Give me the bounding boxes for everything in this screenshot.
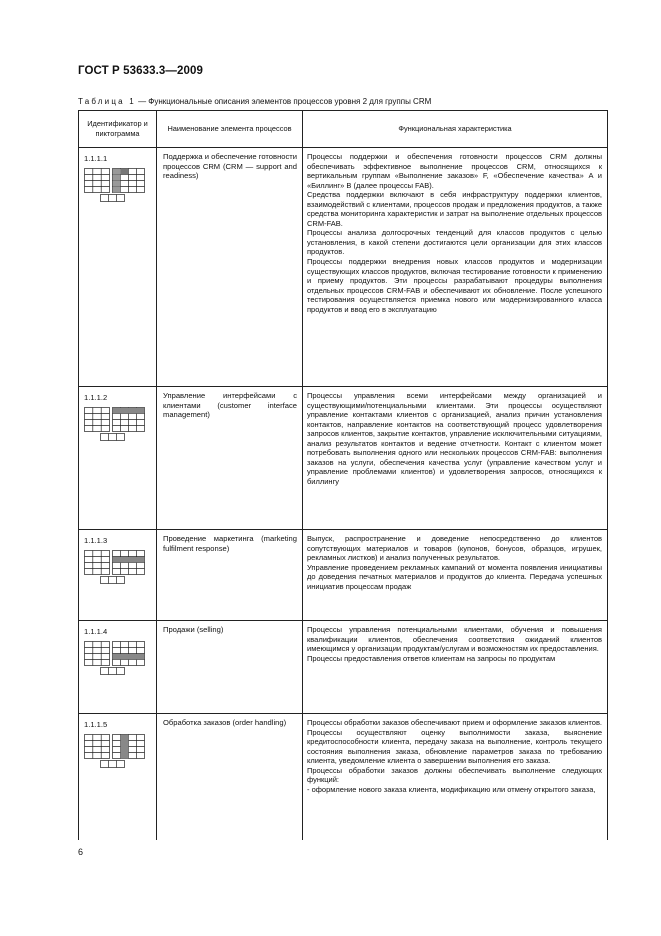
name-cell [157, 714, 303, 840]
id-cell [79, 530, 157, 621]
process-name: Поддержка и обеспечение готовности процессов CRM (CRM — support and readiness) [163, 152, 297, 181]
name-cell [157, 148, 303, 387]
table-row [79, 387, 608, 530]
process-name: Продажи (selling) [163, 625, 224, 634]
desc-paragraph: Процессы предоставления ответов клиентам на запросы по продуктам [307, 653, 556, 663]
desc-paragraph: Процессы обработки заказов обеспечивают прием и оформление заказов клиентов. Процессы осуществляют оценку выполнимости заказа, выяснение кредитоспособности клиента, передачу заказа на выполнение, контроль текущего состояния выполнения заказа, обновление параметров заказа по требованию клиента, уведомление клиента о завершении выполнения его заказа. [307, 718, 603, 766]
desc-paragraph: Процессы обработки заказов должны обеспечивать выполнение следующих функций: [307, 765, 602, 785]
process-name: Проведение маркетинга (marketing fulfilment response) [163, 534, 297, 553]
document-header: ГОСТ Р 53633.3—2009 [78, 65, 203, 77]
header-desc: Функциональная характеристика [303, 111, 608, 148]
desc-paragraph: Процессы управления всеми интерфейсами между организацией и существующими/потенциальными клиентами. Эти процессы осуществляют управление контактами клиентов с организацией, анализ причин установления контактов, направление контактов на соответствующий процесс удовлетворения запросов клиентов, закрытие контактов, управление исключительными ситуациями, анализ результатов контактов и ведение отчетности. Контакт с клиентом может потребовать выполнения одного или нескольких процессов CRM-FAB: выполнения заказов на услуги, обеспечения качества услуг (управление качеством услуг и управление проблемами клиентов) и удовлетворения запросов, относящихся к биллингу [307, 391, 602, 486]
desc-cell [303, 530, 608, 621]
desc-paragraph: Выпуск, распространение и доведение непосредственно до клиентов сопутствующих материалов и товаров (купонов, бонусов, образцов, игрушек, рекламных листков) и анализ полученных результатов. [307, 534, 602, 563]
table-caption [78, 97, 431, 106]
process-id: 1.1.1.2 [84, 393, 108, 402]
process-pictogram-icon [84, 168, 146, 202]
desc-paragraph: Процессы анализа долгосрочных тенденций для классов продуктов с целью установления, в какой степени достигаются цели организации для этих классов продуктов. [307, 228, 602, 257]
desc-cell [303, 387, 608, 530]
id-cell [79, 148, 157, 387]
header-name: Наименование элемента процессов [157, 111, 303, 148]
process-pictogram-icon [84, 550, 146, 584]
header-id: Идентификатор и пиктограмма [79, 111, 157, 148]
table-row [79, 621, 608, 714]
desc-paragraph: Процессы поддержки и обеспечения готовности процессов CRM должны обеспечивать эффективное выполнение процессов CRM, относящихся к вертикальным группам «Выполнение заказов» F, «Обеспечение качества» A и «Биллинг» B (далее процессы FAB). [307, 152, 602, 190]
id-cell [79, 714, 157, 840]
process-id: 1.1.1.5 [84, 720, 108, 729]
caption-text: — Функциональные описания элементов процессов уровня 2 для группы CRM [135, 97, 432, 106]
process-id: 1.1.1.4 [84, 627, 108, 636]
process-pictogram-icon [84, 641, 146, 675]
name-cell [157, 530, 303, 621]
desc-paragraph: Процессы поддержки внедрения новых классов продуктов и модернизации существующих классов продуктов, включая тестирование готовности к применению и приему продуктов. Эти процессы разрабатывают процедуры выполнения отдельных процессов CRM-FAB и обеспечивают их обновление. После успешного тестирования осуществляется приемка нового или модернизированного класса продуктов и ввод его в эксплуатацию [307, 257, 602, 314]
name-cell [157, 387, 303, 530]
process-pictogram-icon [84, 407, 146, 441]
desc-paragraph: Средства поддержки включают в себя инфраструктуру поддержки клиентов, взаимодействий с клиентами, процессов продаж и предложения продуктов, а также средства мониторинга характеристик и затрат на выполнение отдельных процессов CRM-FAB. [307, 190, 602, 228]
desc-paragraph: - оформление нового заказа клиента, модификацию или отмену открытого заказа, [307, 784, 596, 794]
page-number: 6 [78, 847, 84, 857]
process-id: 1.1.1.3 [84, 536, 108, 545]
process-id: 1.1.1.1 [84, 154, 108, 163]
functional-descriptions-table [78, 110, 608, 840]
desc-paragraph: Управление проведением рекламных кампаний от момента появления инициативы до доведения печатных материалов и продуктов до клиента. Передача успешных инициатив процессам продаж [307, 562, 602, 591]
desc-paragraph: Процессы управления потенциальными клиентами, обучения и повышения квалификации клиентов, обеспечения соответствия ожиданий клиентов имеющимся у организации продуктам/услугам и возможностям их предоставления. [307, 625, 602, 654]
id-cell [79, 621, 157, 714]
process-name: Обработка заказов (order handling) [163, 718, 287, 727]
table-row [79, 148, 608, 387]
process-name: Управление интерфейсами с клиентами (customer interface management) [163, 391, 297, 420]
desc-cell [303, 714, 608, 840]
table-row [79, 530, 608, 621]
id-cell [79, 387, 157, 530]
desc-cell [303, 148, 608, 387]
desc-cell [303, 621, 608, 714]
name-cell [157, 621, 303, 714]
table-row [79, 714, 608, 840]
table-header-row [79, 111, 608, 148]
caption-prefix: Таблица 1 [78, 97, 136, 106]
process-pictogram-icon [84, 734, 146, 768]
